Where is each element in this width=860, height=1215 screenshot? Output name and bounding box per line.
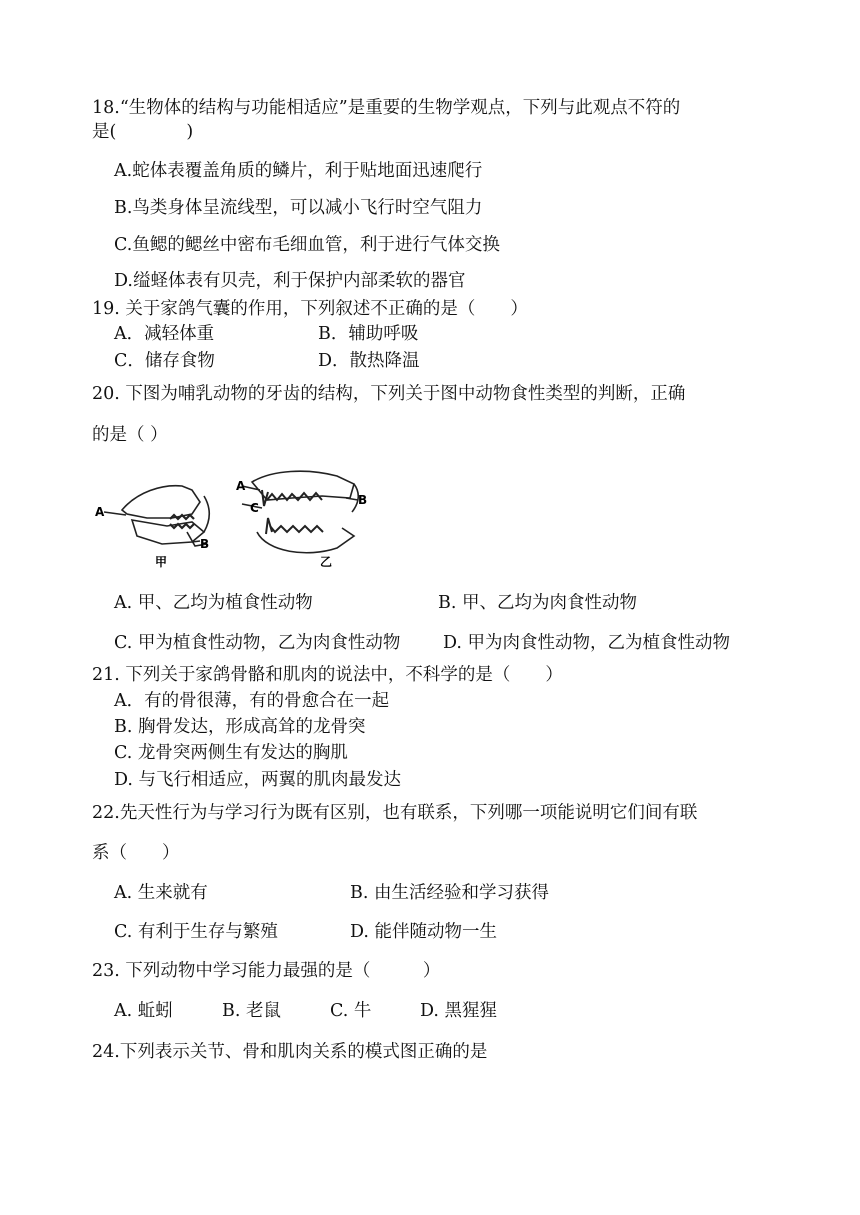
q23-option-b: B. 老鼠: [222, 1001, 281, 1021]
figure-letter-b-yi: B: [358, 493, 368, 507]
q23-option-a: A. 蚯蚓: [114, 1001, 173, 1021]
q20-option-b: B. 甲、乙均为肉食性动物: [438, 593, 637, 613]
figure-label-jia: 甲: [155, 555, 168, 569]
q21-option-b: B. 胸骨发达，形成高耸的龙骨突: [114, 717, 366, 737]
q21-stem: 21. 下列关于家鸽骨骼和肌肉的说法中，不科学的是（ ）: [92, 665, 563, 685]
q18-option-b: B.鸟类身体呈流线型，可以减小飞行时空气阻力: [114, 198, 483, 218]
q23-option-c: C. 牛: [330, 1001, 372, 1021]
q20-option-d: D. 甲为肉食性动物，乙为植食性动物: [443, 633, 731, 653]
q20-stem-line1: 20. 下图为哺乳动物的牙齿的结构，下列关于图中动物食性类型的判断，正确: [92, 384, 686, 404]
q24-stem: 24.下列表示关节、骨和肌肉关系的模式图正确的是: [92, 1042, 488, 1062]
q22-stem-line2: 系（ ）: [92, 843, 180, 863]
skull-yi-drawing: [242, 471, 358, 553]
q21-option-c: C. 龙骨突两侧生有发达的胸肌: [114, 743, 348, 763]
q18-option-c: C.鱼鳃的鳃丝中密布毛细血管，利于进行气体交换: [114, 235, 500, 255]
q19-stem: 19. 关于家鸽气囊的作用，下列叙述不正确的是（ ）: [92, 299, 528, 319]
q20-option-c: C. 甲为植食性动物，乙为肉食性动物: [114, 633, 401, 653]
q20-option-a: A. 甲、乙均为植食性动物: [114, 593, 313, 613]
q19-option-c: C．储存食物: [114, 351, 215, 371]
q22-option-c: C. 有利于生存与繁殖: [114, 922, 278, 942]
q20-stem-line2: 的是（ ）: [92, 425, 168, 445]
q22-option-a: A. 生来就有: [114, 883, 208, 903]
q22-option-b: B. 由生活经验和学习获得: [350, 883, 549, 903]
q22-option-d: D. 能伴随动物一生: [350, 922, 498, 942]
figure-letter-a-jia: A: [95, 505, 105, 519]
q21-option-d: D. 与飞行相适应，两翼的肌肉最发达: [114, 770, 402, 790]
q19-option-d: D．散热降温: [318, 351, 420, 371]
figure-letter-c-yi: C: [250, 501, 259, 515]
q22-stem-line1: 22.先天性行为与学习行为既有区别，也有联系，下列哪一项能说明它们间有联: [92, 803, 698, 823]
q21-option-a: A．有的骨很薄，有的骨愈合在一起: [114, 691, 390, 711]
figure-label-yi: 乙: [320, 555, 333, 569]
skull-jia-drawing: [104, 486, 209, 546]
q23-stem: 23. 下列动物中学习能力最强的是（ ）: [92, 961, 441, 981]
q18-option-d: D.缢蛏体表有贝壳，利于保护内部柔软的器官: [114, 271, 466, 291]
teeth-diagram: [92, 462, 372, 572]
q18-stem-line1: 18.“生物体的结构与功能相适应”是重要的生物学观点，下列与此观点不符的: [92, 98, 681, 118]
figure-letter-a-yi: A: [236, 479, 246, 493]
q19-option-a: A．减轻体重: [114, 324, 215, 344]
q18-option-a: A.蛇体表覆盖角质的鳞片，利于贴地面迅速爬行: [114, 161, 483, 181]
figure-letter-b-jia: B: [200, 537, 210, 551]
q23-option-d: D. 黑猩猩: [420, 1001, 498, 1021]
q19-option-b: B．辅助呼吸: [318, 324, 419, 344]
q18-stem-line2: 是( ): [92, 122, 194, 142]
